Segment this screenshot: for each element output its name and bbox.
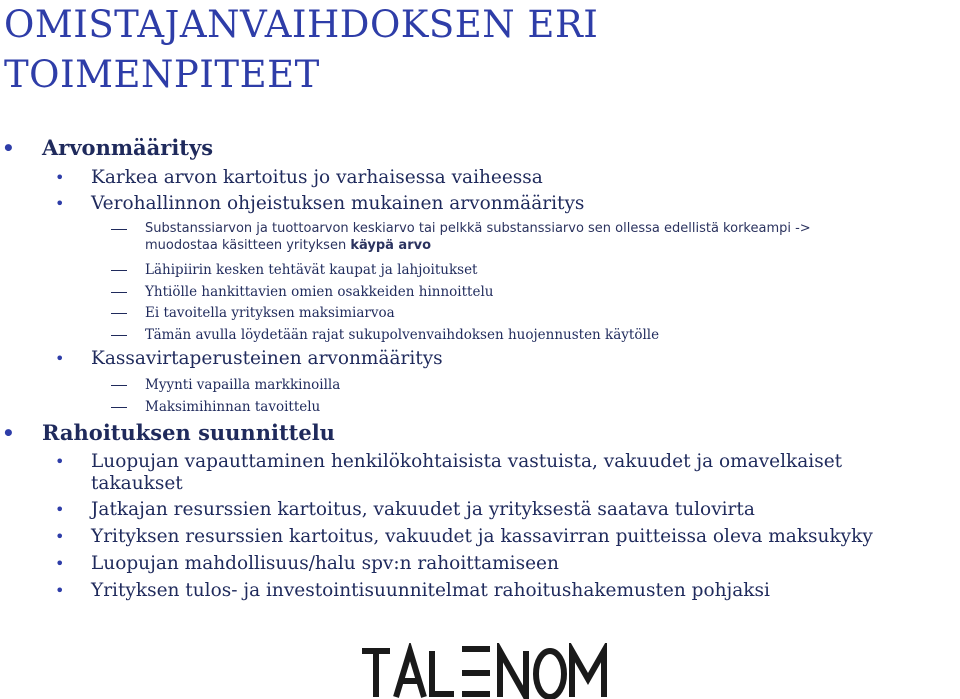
valuation-heading-text: Arvonmääritys xyxy=(42,135,214,160)
list-item xyxy=(55,552,559,576)
list-item xyxy=(55,579,770,603)
sub-list-item xyxy=(145,260,477,280)
list-item-text: Kassavirtaperusteinen arvonmääritys xyxy=(91,348,443,369)
sub-list-item-text: Lähipiirin kesken tehtävät kaupat ja lahjoitukset xyxy=(145,262,478,278)
talenom-logo xyxy=(360,643,610,699)
list-item-text: Karkea arvon kartoitus jo varhaisessa vaiheessa xyxy=(91,167,543,188)
list-item xyxy=(55,166,543,190)
financing-heading xyxy=(2,420,335,446)
sub-list-item-text: Yhtiölle hankittavien omien osakkeiden hinnoittelu xyxy=(145,284,494,300)
sub-list-item-text: Substanssiarvon ja tuottoarvon keskiarvo tai pelkkä substanssiarvo sen ollessa edellistä korkeampi -> xyxy=(145,221,811,236)
fair-value-term: käypä arvo xyxy=(350,238,432,253)
list-item-text: Yrityksen tulos- ja investointisuunnitelmat rahoitushakemusten pohjaksi xyxy=(91,580,770,601)
sub-list-item-text: Maksimihinnan tavoittelu xyxy=(145,399,321,415)
bullet-icon: • xyxy=(55,194,65,213)
list-item xyxy=(55,525,873,549)
bullet-icon: • xyxy=(55,581,65,600)
sub-list-item-continuation xyxy=(145,236,431,256)
sub-list-item xyxy=(145,325,659,345)
bullet-icon: • xyxy=(2,421,15,445)
dash-icon xyxy=(111,407,127,409)
valuation-heading xyxy=(2,135,214,161)
sub-list-item-text: muodostaa käsitteen yrityksen xyxy=(145,238,351,253)
sub-list-item xyxy=(145,282,493,302)
bullet-icon: • xyxy=(55,349,65,368)
sub-list-item-text: Myynti vapailla markkinoilla xyxy=(145,377,341,393)
list-item-text: Luopujan vapauttaminen henkilökohtaisista vastuista, vakuudet ja omavelkaiset xyxy=(91,451,843,472)
page-title-line2: TOIMENPITEET xyxy=(4,53,320,96)
sub-list-item xyxy=(145,375,340,395)
list-item-text: Verohallinnon ohjeistuksen mukainen arvonmääritys xyxy=(91,193,585,214)
bullet-icon: • xyxy=(55,452,65,471)
list-item-text: Luopujan mahdollisuus/halu spv:n rahoittamiseen xyxy=(91,553,559,574)
dash-icon xyxy=(111,229,127,231)
list-item-continuation xyxy=(91,472,183,496)
bullet-icon: • xyxy=(55,554,65,573)
bullet-icon: • xyxy=(55,500,65,519)
dash-icon xyxy=(111,313,127,315)
bullet-icon: • xyxy=(2,136,15,160)
page-title xyxy=(4,0,954,100)
list-item-text: Yrityksen resurssien kartoitus, vakuudet ja kassavirran puitteissa oleva maksukyky xyxy=(91,526,873,547)
sub-list-item-text: Ei tavoitella yrityksen maksimiarvoa xyxy=(145,305,395,321)
list-item-text: takaukset xyxy=(91,473,183,494)
list-item xyxy=(55,498,755,522)
dash-icon xyxy=(111,385,127,387)
bullet-icon: • xyxy=(55,527,65,546)
sub-list-item-text: Tämän avulla löydetään rajat sukupolvenvaihdoksen huojennusten käytölle xyxy=(145,327,660,343)
list-item xyxy=(55,450,843,474)
page-title-line1: OMISTAJANVAIHDOKSEN ERI xyxy=(4,3,599,46)
sub-list-item xyxy=(145,397,320,417)
bullet-icon: • xyxy=(55,168,65,187)
list-item xyxy=(55,347,443,371)
sub-list-item xyxy=(145,303,395,323)
dash-icon xyxy=(111,270,127,272)
dash-icon xyxy=(111,335,127,337)
list-item xyxy=(55,192,585,216)
dash-icon xyxy=(111,292,127,294)
financing-heading-text: Rahoituksen suunnittelu xyxy=(42,420,335,445)
list-item-text: Jatkajan resurssien kartoitus, vakuudet ja yrityksestä saatava tulovirta xyxy=(91,499,755,520)
